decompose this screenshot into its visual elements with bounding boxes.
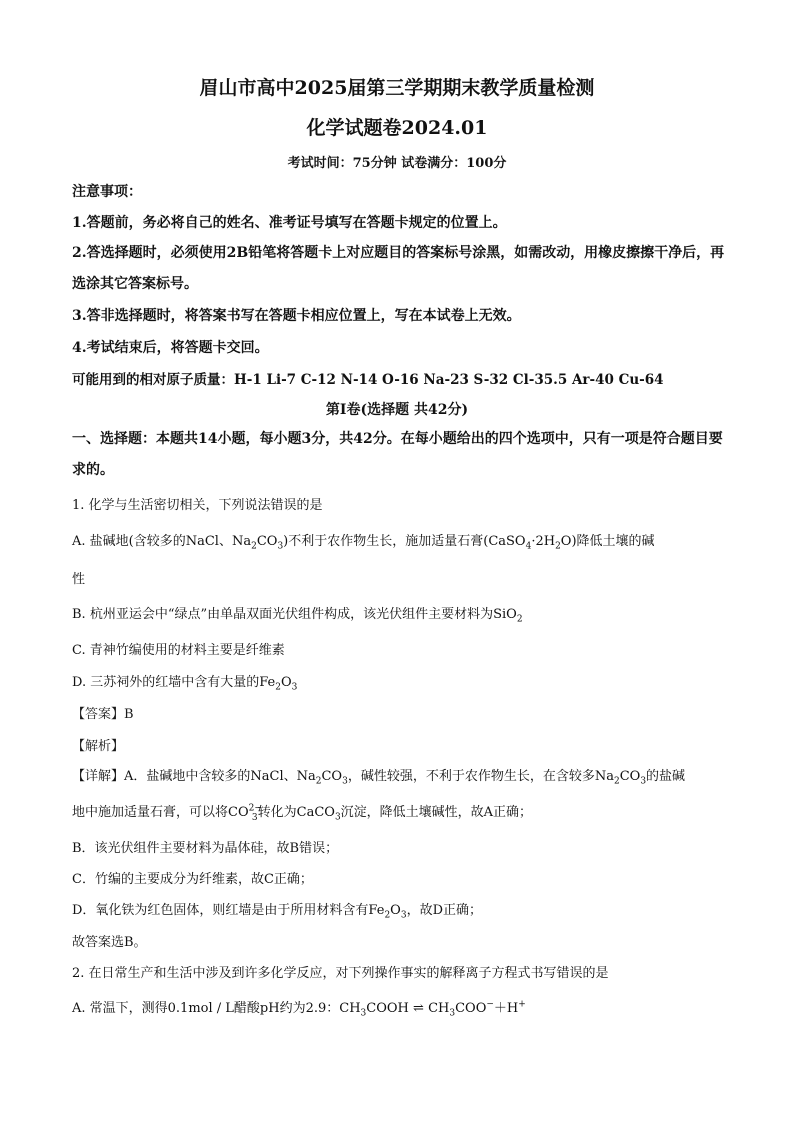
analysis-label: 【解析】 [72, 739, 125, 754]
q1-detail-c: C．竹编的主要成分为纤维素，故C正确； [72, 872, 313, 887]
q1-option-d: D. 三苏祠外的红墙中含有大量的$Fe_2O_3$ [72, 675, 298, 693]
q1-detail-a-continued: 地中施加适量石膏，可以将$CO^{2-}_3$转化为CaCO$_3$沉淀，降低土壤碱性，故A正确； [72, 803, 533, 823]
section-instructions: 一、选择题：本题共14小题，每小题3分，共42分。在每小题给出的四个选项中，只有一项是符合题目要求的。 [72, 431, 723, 478]
exam-title: 眉山市高中2025届第三学期期末教学质量检测 [199, 77, 595, 99]
q1-detail-d: D．氧化铁为红色固体，则红墙是由于所用材料含有$Fe_2O_3$，故D正确； [72, 903, 483, 921]
q2-option-a: A. 常温下，测得0.1mol / L醋酸pH约为2.9：$CH_3COOH$ ⇌ $CH_3COO^-+H^+$ [72, 999, 526, 1019]
q1-option-c: C. 青神竹编使用的材料主要是纤维素 [72, 643, 285, 658]
q1-detail-b: B．该光伏组件主要材料为晶体硅，故B错误； [72, 841, 339, 856]
note-item: 2.答选择题时，必须使用2B铅笔将答题卡上对应题目的答案标号涂黑，如需改动，用橡皮擦擦干净后，再选涂其它答案标号。 [72, 245, 725, 292]
q1-option-a-continued: 性 [72, 572, 86, 587]
q1-conclusion: 故答案选B。 [72, 935, 147, 950]
q1-option-a: A. 盐碱地(含较多的NaCl、$Na_2CO_3$)不利于农作物生长，施加适量石膏$(CaSO_4\cdot 2H_2O)$降低土壤的碱 [72, 534, 655, 552]
note-item: 4.考试结束后，将答题卡交回。 [72, 340, 269, 356]
atomic-masses: 可能用到的相对原子质量：H-1 Li-7 C-12 N-14 O-16 Na-23 S-32 Cl-35.5 Ar-40 Cu-64 [72, 372, 664, 388]
q1-option-b: B. 杭州亚运会中“绿点”由单晶双面光伏组件构成，该光伏组件主要材料为SiO$_2$ [72, 607, 523, 625]
exam-subtitle: 化学试题卷2024.01 [306, 117, 488, 139]
question-1-stem: 1. 化学与生活密切相关，下列说法错误的是 [72, 498, 323, 513]
note-item: 3.答非选择题时，将答案书写在答题卡相应位置上，写在本试卷上无效。 [72, 308, 521, 324]
answer-label: 【答案】B [72, 707, 134, 722]
exam-info: 考试时间：75分钟 试卷满分：100分 [287, 156, 507, 171]
question-2-stem: 2. 在日常生产和生活中涉及到许多化学反应，对下列操作事实的解释离子方程式书写错误的是 [72, 966, 609, 981]
note-item: 1.答题前，务必将自己的姓名、准考证号填写在答题卡规定的位置上。 [72, 215, 507, 231]
section-title: 第Ⅰ卷(选择题 共42分) [325, 402, 469, 418]
notes-heading: 注意事项： [72, 184, 142, 200]
q1-detail-a: 【详解】A．盐碱地中含较多的NaCl、$Na_2CO_3$，碱性较强，不利于农作物生长，在含较多$Na_2CO_3$的盐碱 [72, 769, 686, 787]
